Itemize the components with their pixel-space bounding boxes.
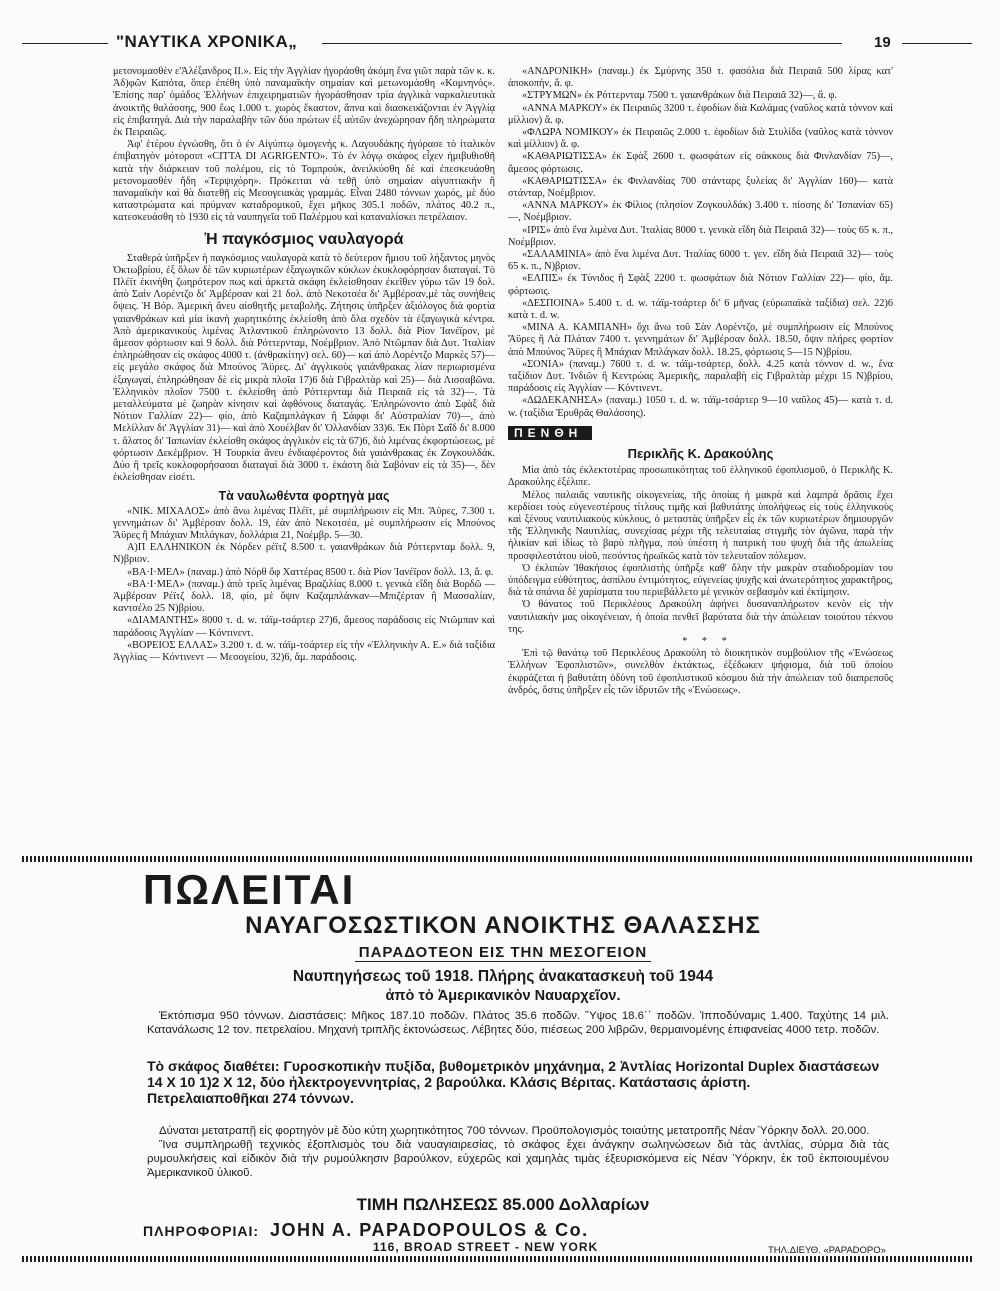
charter-entry: «ΕΛΠΙΣ» ἐκ Τύνιδος ἢ Σφὰξ 2200 τ. φωσφάτων διὰ Νότιον Γαλλίαν 22)— φίο, ἅμ. φόρτωσις. <box>508 273 893 297</box>
charter-entry: «ΣΑΛΑΜΙΝΙΑ» ἀπὸ ἕνα λιμένα Δυτ. Ἰταλίας 6000 τ. γεν. εἴδη διὰ Πειραιᾶ 32)— τοὺς 65 κ. π., Ν)βριον. <box>508 249 893 273</box>
ad-build-year: Ναυπηγήσεως τοῦ 1918. Πλήρης ἀνακατασκευὴ τοῦ 1944 <box>292 968 714 985</box>
charter-entry: «ΒΑ·Ι·ΜΕΛ» (παναμ.) ἀπὸ τρεῖς λιμένας Βραζιλίας 8.000 τ. γενικὰ εἴδη διὰ Βορδῶ — Ἀμβέρσαν Ρέϊτζ δολλ. 18, φίο, μὲ ὄψιν Καζαμπλάνκαν—Μπιζέρταν ἢ Μασσαλίαν, καντσέλο 25 Ν)βρίου. <box>113 578 495 615</box>
right-column <box>508 66 893 697</box>
page-header <box>22 32 972 56</box>
ad-fuel-tanks: Πετρελαιαποθῆκαι 274 τόννων. <box>147 1090 354 1106</box>
article-paragraph: μετονομασθὲν ε'Ἀλέξανδρος ΙΙ.». Εἰς τὴν Ἀγγλίαν ἠγοράσθη ἀκόμη ἕνα γιῶτ παρὰ τῶν κ. κ. Ἀδ)φῶν Καπότα, ὅπερ ἐπέθη ὑπὸ παναμαϊκὴν σημαίαν καὶ μετωνομάσθη «Κομνηνός». Ἐπίσης παρ' ὁμάδος Ἑλλήνων ἐπιχειρηματιῶν ἠγοράσθησαν τρία ἀγγλικὰ ναρκαλιευτικὰ ἀνοικτῆς θαλάσσης, 900 ἕως 1.000 τ. χωρὸς ἕκαστον, ἅπνα καὶ διασκευάζονται ἐν Ἀγγλίᾳ εἰς ἐπιβατηγά. Διὰ τὴν παραλαβὴν τῶν δύο πρώτων ἐξ αὐτῶν ἀνεχώρησαν ἤδη πληρώματα ἐκ Πειραιῶς. <box>113 66 495 139</box>
ad-specifications <box>147 1009 889 1037</box>
charter-entry: «ΦΛΩΡΑ ΝΟΜΙΚΟΥ» ἐκ Πειραιῶς 2.000 τ. ἐφοδίων διὰ Στυλίδα (ναῦλος κατὰ τόννον καὶ μίλλιον) ἅ. φ. <box>508 127 893 151</box>
ad-outfitting-text: Ἵνα συμπληρωθῇ τεχνικὸς ἐξοπλισμὸς του διὰ ναυαγιαιρεσίας, τὸ σκάφος ἔχει ἀνάγκην σωληνώσεων διὰ τὰς ἀντλίας, σύρμα διὰ τὰς ρυμουλκήσεις καὶ εἰδικὸν διὰ τὴν ρυμούλκησιν βαρούλκον, εὐχερῶς καὶ χαμηλὰς τιμὰς ἐξευρισκόμενα εἰς Νέαν Ὑόρκην, ἐκ τοῦ ἐκποιουμένου Ἀμερικανικοῦ ὑλικοῦ. <box>147 1139 889 1179</box>
article-paragraph: Σταθερὰ ὑπῆρξεν ἡ παγκόσμιος ναυλαγορὰ κατὰ τὸ δεύτερον ἥμισυ τοῦ λήξαντος μηνὸς Ὀκτωβρίου, ἐξ ὅλων δὲ τῶν κυριωτέρων ἐξαγωγικῶν κύκλων ἐκυκλοφόρησαν διαταγαί. Τὸ Πλέϊτ ἐκινήθη ζωηρότερον πως καὶ ἀρκετὰ σκάφη ἐκλείσθησαν ἐκεῖθεν γύρω τῶν 19 δολ. ἀπὸ Σαὶν Λορέντζο δι' Ἀμβέρσαν καὶ 21 δολ. ἀπὸ Νεκοτσέα δι' Ἀμβέρσαν,μὲ τὰς συνήθεις ὄψεις. Ἡ Βόρ. Ἀμερικὴ ἄνευ αἰσθητῆς μεταβολῆς. Ζήτησις ὑπῆρξεν ἀξιόλογος διὰ φορτία γαιανθράκων καὶ μία ἱκανὴ χωρητικότης ἐκλείσθη ἀπὸ ὅλα σχεδὸν τὰ ἐξαγωγικὰ κέντρα. Ἀπὸ ἀμερικανικοὺς λιμένας Ἀτλαντικοῦ ἐπληρώνοντο 13 δολλ. διὰ Ρίον Ἰανέϊρον, μὲ ἄμεσον φόρτωσιν καὶ 9 δολλ. διὰ Ρόττερνταμ, Νοέμβριον. Ἀπὸ Ντῶμπαν διὰ Δυτ. Ἰταλίαν ἐπληρώθησαν εἰς σκάφος 4000 τ. (ἀνθρακίτην) σελ. 60)— καὶ ἀπὸ Λορέντζο Μαρκὲς 57)— εἰς μεγάλο σκάφος διὰ Μπούνος Ἄϋρες. Δι' ἀγγλικοὺς γαιάνθρακας λίαν περιωρισμένα ἐξαγωγαί, ἐπληρώθησαν δὲ εἰς μικρὰ πλοῖα 17)6 διὰ Γιβραλτὰρ καὶ 25)— διὰ Λισσαβῶνα. Ἑλληνικὸν πλοῖον 7500 τ. ἐκλείσθη ἀπὸ Ρόττερνταμ διὰ Πειραιᾶ εἰς τὰ 32)—. Τὰ μεταλλεύματα μὲ ζωηρὰν κίνησιν καὶ ἀφθόνους διαταγάς. Ἐπληρώνοντο ἀπὸ Σφὰξ διὰ Νότιον Γαλλίαν 22)— φίο, ἀπὸ Καζαμπλάγκαν ἢ Σάφφι δι' Αὐστραλίαν 70)—, ἀπὸ Μελίλλαν δι' Ἀγγλίαν 31)— καὶ ἀπὸ Χουέλβαν δι' Ὁλλανδίαν 33)6. Ἐκ Πὸρτ Σαΐδ δι' 8.000 τ. ἅλατος δι' Ἰαπωνίαν ἐκλείσθη σκάφος ἀγγλικὸν εἰς τὰ 67)6, διὸ λιμένας ἐκφορτώσεως, μὲ φόρτωσιν Δεκέμβριον. Ἡ Τουρκία ἄνευ ἐνδιαφέροντος διὰ γαιάνθρακας ἐκ Ζογκουλδάκ. Δύο ἢ τρεῖς κυκλοφορήσασαι διαταγαὶ διὰ 3000 τ. ἑκάστη διὰ Σαβόναν εἰς τὰ 35)—, δὲν ἐκλείσθησαν εἰσέτι. <box>113 252 495 484</box>
ad-firm-name: JOHN A. PAPADOPOULOS & Co. <box>269 1220 589 1240</box>
left-column <box>113 66 495 664</box>
charter-entry: «ΣΟΝΙΑ» (παναμ.) 7600 τ. d. w. τάϊμ-τσάρτερ, δολλ. 4.25 κατὰ τόννον d. w., ἕνα ταξίδιον Δυτ. Ἰνδιῶν ἢ Κεντρώας Ἀμερικῆς, παραλαβὴ εἰς Γιβραλτὰρ μέχρι 15 Ν)βρίου, παράδοσις εἰς Ἀγγλίαν — Κόντινεντ. <box>508 358 893 395</box>
obituary-paragraph: Μέλος παλαιᾶς ναυτικῆς οἰκογενείας, τῆς ὁποίας ἡ μακρὰ καὶ λαμπρὰ δρᾶσις ἔχει κερδίσει τοὺς εὐγενεστέρους τίτλους τιμῆς καὶ βαθυτάτης ὑπολήψεως εἰς τοὺς ἑλληνικοὺς καὶ ξένους ναυτιλιακοὺς κύκλους, ὁ μεταστὰς ὑπῆρξεν εἷς ἐκ τῶν κυριωτέρων δημιουργῶν τῆς Ἑλληνικῆς Ναυτιλίας, συνεχίσας μέχρι τῆς τελευταίας στιγμῆς τὸν ἀγῶνα, παρὰ τὴν ἡλικίαν καὶ ἰδίως τὸ βαρὺ πλῆγμα, ποὺ ὑπέστη ἡ πατρικὴ του ψυχὴ διὰ τῆς ἀπωλείας προσφιλεστάτου υἱοῦ, πεσόντος ἡρωϊκῶς κατὰ τὸν τελευταῖον πόλεμον. <box>508 489 893 562</box>
charter-entry: «ΔΩΔΕΚΑΝΗΣΑ» (παναμ.) 1050 τ. d. w. τάϊμ-τσάρτερ 9—10 ναῦλος 45)— κατὰ τ. d. w. (ταξίδια Ἐρυθρᾶς Θαλάσσης). <box>508 395 893 419</box>
obituary-title: Περικλῆς Κ. Δρακούλης <box>627 446 774 462</box>
ad-rebuilt-by: ἀπὸ τὸ Ἀμερικανικὸν Ναυαρχεῖον. <box>385 988 621 1004</box>
header-rule-right <box>902 43 972 44</box>
ad-contact <box>143 1220 589 1241</box>
ad-price: ΤΙΜΗ ΠΩΛΗΣΕΩΣ 85.000 Δολλαρίων <box>356 1195 650 1214</box>
ad-spec-text: Ἐκτόπισμα 950 τόννων. Διαστάσεις: Μῆκος 187.10 ποδῶν. Πλάτος 35.6 ποδῶν. Ὕψος 18.6΄΄ ποδῶν. Ἱπποδύναμις 1.400. Ταχύτης 14 μιλ. Κατανάλωσις 12 τον. πετρελαίου. Μηχανὴ τριπλῆς ἐκτονώσεως. Λέβητες δύο, πιέσεως 200 λιβρῶν, θερμαινομένης ἐπιφανείας 4000 τετρ. ποδῶν. <box>147 1010 889 1036</box>
section-separator-stars: * * * <box>682 635 733 647</box>
ad-cable-address: ΤΗΛ.ΔΙΕΥΘ. «PAPADOPO» <box>768 1245 886 1256</box>
ad-border-bottom <box>22 1256 972 1262</box>
charter-entry: «ΚΑΘΑΡΙΩΤΙΣΣΑ» ἐκ Φινλανδίας 700 στάνταρς ξυλείας δι' Ἀγγλίαν 160)— κατὰ στάνταρ, Νοέμβριον. <box>508 175 893 200</box>
page-number: 19 <box>874 34 891 51</box>
ad-headline: ΠΩΛΕΙΤΑΙ <box>143 866 356 913</box>
section-heading-chartered-ships: Τὰ ναυλωθέντα φορτηγὰ μας <box>218 488 390 503</box>
charter-entry: «ΔΙΑΜΑΝΤΗΣ» 8000 τ. d. w. τάϊμ-τσάρτερ 27)6, ἄμεσος παράδοσις εἰς Ντῶμπαν καὶ παράδοσις Ἀγγλίαν — Κόντινεντ. <box>113 615 495 639</box>
magazine-title: "ΝΑΥΤΙΚΑ ΧΡΟΝΙΚΑ„ <box>116 32 298 51</box>
charter-entry: «ΝΙΚ. ΜΙΧΑΛΟΣ» ἀπὸ ἄνω λιμένας Πλέϊτ, μὲ συμπλήρωσιν εἰς Μπ. Ἄϋρες, 7.300 τ. γεννημάτων δι' Ἀμβέρσαν δολλ. 19, ἐὰν ἀπὸ Νεκοτσέα, μὲ συμπλήρωσιν εἰς Μπούνος Ἄϋρες ἢ Μπάχιαν Μπλάγκαν, δολλάρια 21, Νοέμβρ. 5—30. <box>113 505 495 541</box>
obituary-paragraph: Μία ἀπὸ τὰς ἐκλεκτοτέρας προσωπικότητας τοῦ ἑλληνικοῦ ἐφοπλισμοῦ, ὁ Περικλῆς Κ. Δρακούλης ἐξέλιπε. <box>508 465 893 489</box>
obituary-paragraph: Ὁ θάνατος τοῦ Περικλέους Δρακούλη ἀφήνει δυσαναπλήρωτον κενὸν εἰς τὴν ναυτιλιακὴν μας οἰκογένειαν, ἡ ὁποία πενθεῖ βαρύτατα διὰ τὴν ἀπώλειαν τοιούτου τέκνου της. <box>508 599 893 635</box>
ad-vessel-type: ΝΑΥΑΓΟΣΩΣΤΙΚΟΝ ΑΝΟΙΚΤΗΣ ΘΑΛΑΣΣΗΣ <box>245 912 761 939</box>
article-paragraph: Ἀφ' ἑτέρου ἐγνώσθη, ὅτι ὁ ἐν Αἰγύπτῳ ὁμογενὴς κ. Λαγουδάκης ἠγόρασε τὸ ἰταλικὸν ἐπιβατηγὸν μότορσιπ «CITTA DI AGRIGENTO». Τὸ ἐν λόγῳ σκάφος εἶχεν ἡμιβυθισθῆ κατὰ τὴν διάρκειαν τοῦ πολέμου, εἰς τὸ Τομπρούκ, ἀνειλκύσθη δὲ καὶ ἐπεσκευάσθη μετονομασθὲν ἤδη «Τερψιχόρη». Πρόκειται νὰ τεθῇ ὑπὸ σημαίαν αἰγυπτιακὴν ἢ παναμαϊκὴν καὶ θὰ διατεθῇ εἰς Μεσογειακὰς γραμμάς. Εἶναι 2480 τόννων χωρός, μὲ δύο καταστρώματα καὶ πρύμναν καταδρομικοῦ, ἔχει μῆκος 305.1 ποδῶν, πλάτος 40.2 π., κατεσκευάσθη τὸ 1930 εἰς τὰ ναυπηγεῖα τοῦ Παλέρμου καὶ καταναλίσκει πετρέλαιον. <box>113 139 495 224</box>
charter-entry: «ΒΟΡΕΙΟΣ ΕΛΛΑΣ» 3.200 τ. d. w. τάϊμ-τσάρτερ εἰς τὴν «Ἑλληνικὴν Α. Ε.» διὰ ταξίδια Ἀγγλίας — Κόντινεντ — Μεσογείου, 32)6, ἅμ. παράδοσις. <box>113 639 495 663</box>
charter-entry: «ΔΕΣΠΟΙΝΑ» 5.400 τ. d. w. τάϊμ-τσάρτερ δι' 6 μῆνας (εὐρωπαϊκὰ ταξίδια) σελ. 22)6 κατὰ τ. d. w. <box>508 297 893 322</box>
obituary-paragraph: Ἐπὶ τῷ θανάτῳ τοῦ Περικλέους Δρακούλη τὸ διοικητικὸν συμβούλιον τῆς «Ἑνώσεως Ἑλλήνων Ἐφοπλιστῶν», συνελθὸν ἐκτάκτως, ἐξέδωκεν ψήφισμα, διὰ τοῦ ὁποίου ἐκφράζεται ἡ βαθυτάτη ὀδύνη τοῦ ἐφοπλιστικοῦ κόσμου διὰ τὴν ἀπώλειαν τοῦ διαπρεποῦς ἀνδρός, ὅστις ὑπῆρξεν εἷς τῶν ἱδρυτῶν τῆς «Ἑνώσεως». <box>508 648 893 696</box>
charter-entry: «ΑΝΔΡΟΝΙΚΗ» (παναμ.) ἐκ Σμύρνης 350 τ. φασόλια διὰ Πειραιᾶ 500 λίρας κατ' ἀποκοπήν, ἅ. φ. <box>508 66 893 90</box>
charter-entry: «ΑΝΝΑ ΜΑΡΚΟΥ» ἐκ Πειραιῶς 3200 τ. ἐφοδίων διὰ Καλάμας (ναῦλος κατὰ τόννον καὶ μίλλιον) ἅ. φ. <box>508 102 893 126</box>
ad-delivery <box>113 944 893 961</box>
charter-entry: «ΑΝΝΑ ΜΑΡΚΟΥ» ἐκ Φίλιος (πλησίον Ζογκουλδάκ) 3.400 τ. πίσσης δι' Ἰσπανίαν 65)—, Νοέμβριον. <box>508 200 893 224</box>
ad-border-top <box>22 856 972 862</box>
ad-equipment-text: Τὸ σκάφος διαθέτει: Γυροσκοπικὴν πυξίδα, βυθομετρικὸν μηχάνημα, 2 Ἀντλίας Horizontal Duplex διαστάσεων 14 Χ 10 1)2 Χ 12, δύο ἠλεκτρογεννητρίας, 2 βαρούλκα. Κλάσις Βέριτας. Κατάστασις ἀρίστη. <box>147 1058 880 1090</box>
ad-address: 116, BROAD STREET - NEW YORK <box>373 1240 599 1254</box>
obituary-paragraph: Ὁ ἐκλιπὼν Ἰθακήσιος ἐφοπλιστὴς ὑπῆρξε καθ' ὅλην τὴν μακρὰν σταδιοδρομίαν του ὑπόδειγμα εὐθύτητος, ἀσπίλου ἐντιμότητος, εὐγενείας ψυχῆς καὶ ἀνωτερότητος χαρακτῆρος, διὰ τὰ σπάνια δὲ χαρίσματα του περιεβάλλετο μὲ γενικὸν σεβασμὸν καὶ ἐκτίμησιν. <box>508 562 893 599</box>
obituary-section-label: ΠΕΝΘΗ <box>508 426 592 440</box>
ad-equipment <box>147 1058 889 1106</box>
charter-entry: «ΚΑΘΑΡΙΩΤΙΣΣΑ» ἐκ Σφὰξ 2600 τ. φωσφάτων εἰς σάκκους διὰ Φινλανδίαν 75)—, ἄμεσος φόρτωσις. <box>508 151 893 175</box>
ad-conversion-text: Δύναται μετατραπῇ εἰς φορτηγὸν μὲ δύο κύτη χωρητικότητος 700 τόννων. Προϋπολογισμὸς τοιαύτης μετατροπῆς Νέαν Ὑόρκην δολλ. 20.000. <box>159 1125 870 1137</box>
charter-entry: Α)Π ΕΛΛΗΝΙΚΟΝ ἐκ Νόρδεν ρέϊτζ 8.500 τ. γαιανθράκων διὰ Ρόττερνταμ δολλ. 9, Ν)βριον. <box>113 542 495 566</box>
charter-entry: «ΙΡΙΣ» ἀπὸ ἕνα λιμένα Δυτ. Ἰταλίας 8000 τ. γενικὰ εἴδη διὰ Πειραιᾶ 32)— τοὺς 65 κ. π., Νοέμβριον. <box>508 224 893 248</box>
charter-entry: «ΒΑ·Ι·ΜΕΛ» (παναμ.) ἀπὸ Νόρθ ὄφ Χαττέρας 8500 τ. διὰ Ρίον Ἰανέϊρον δολλ. 13, ἅ. φ. <box>127 566 494 578</box>
for-sale-advertisement <box>113 866 893 1256</box>
ad-contact-label: ΠΛΗΡΟΦΟΡΙΑΙ: <box>143 1223 260 1239</box>
header-rule-left <box>22 43 108 44</box>
ad-conversion <box>147 1124 889 1180</box>
header-rule-middle <box>322 43 842 44</box>
charter-entry: «ΜΙΝΑ Α. ΚΑΜΠΑΝΗ» ὄχι ἄνω τοῦ Σὰν Λορέντζο, μὲ συμπλήρωσιν εἰς Μπούνος Ἄϋρες ἢ Λὰ Πλάταν 7400 τ. γεννημάτων δι' Ἀμβέρσαν δολλ. 18.50, ὄψιν πλήρες φορτίον ἀπὸ Μπούνος Ἄϋρες ἢ Μπάχιαν Μπλάγκαν δολλ. 18.25, φόρτωσις 5—15 Ν)βρίου. <box>508 322 893 358</box>
charter-entry: «ΣΤΡΥΜΩΝ» ἐκ Ρόττερνταμ 7500 τ. γαιανθράκων διὰ Πειραιᾶ 32)—, ἅ. φ. <box>522 90 837 102</box>
ad-delivery-text: ΠΑΡΑΔΟΤΕΟΝ ΕΙΣ ΤΗΝ ΜΕΣΟΓΕΙΟΝ <box>355 944 651 962</box>
section-heading-freight-market: Ἡ παγκόσμιος ναυλαγορά <box>204 230 404 248</box>
